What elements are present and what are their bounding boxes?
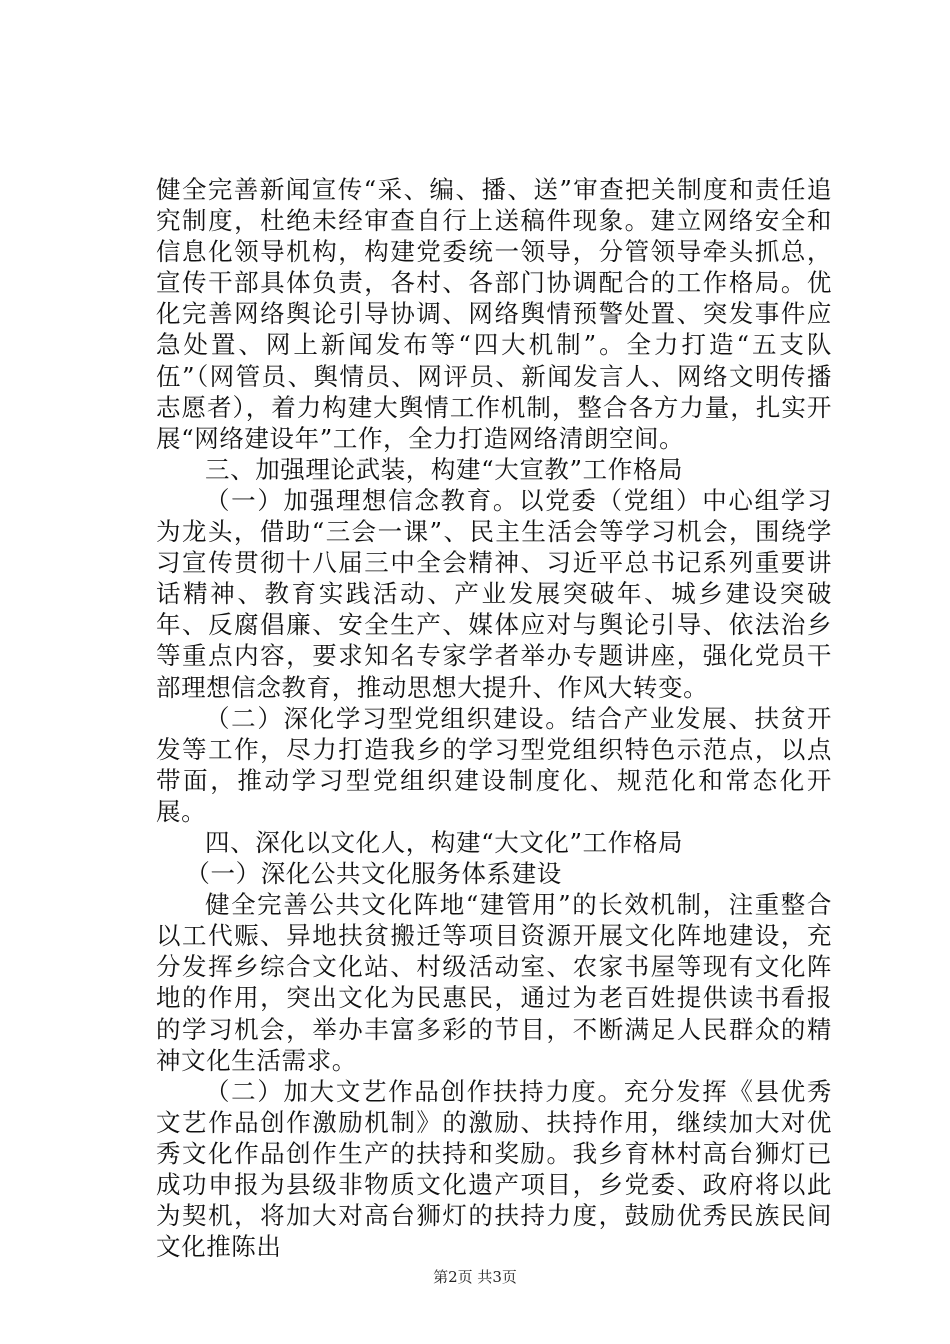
page-number-footer: 第2页 共3页 — [433, 1268, 517, 1286]
paragraph-art-works-support: （二）加大文艺作品创作扶持力度。充分发挥《县优秀文艺作品创作激励机制》的激励、扶持作用，继续加大对优秀文化作品创作生产的扶持和奖励。我乡育林村高台狮灯已成功申报为县级非物质文化遗产项目，乡党委、政府将以此为契机，将加大对高台狮灯的扶持力度，鼓励优秀民族民间文化推陈出 — [156, 1076, 832, 1262]
paragraph-ideal-belief-education: （一）加强理想信念教育。以党委（党组）中心组学习为龙头，借助“三会一课”、民主生活会等学习机会，围绕学习宣传贯彻十八届三中全会精神、习近平总书记系列重要讲话精神、教育实践活动、产业发展突破年、城乡建设突破年、反腐倡廉、安全生产、媒体应对与舆论引导、依法治乡等重点内容，要求知名专家学者举办专题讲座，强化党员干部理想信念教育，推动思想大提升、作风大转变。 — [156, 485, 832, 702]
section-heading-3: 三、加强理论武装，构建“大宣教”工作格局 — [205, 454, 684, 484]
subsection-heading-public-culture: （一）深化公共文化服务体系建设 — [185, 859, 562, 889]
paragraph-public-culture-positions: 健全完善公共文化阵地“建管用”的长效机制，注重整合以工代赈、异地扶贫搬迁等项目资源开展文化阵地建设，充分发挥乡综合文化站、村级活动室、农家书屋等现有文化阵地的作用，突出文化为民惠民，通过为老百姓提供读书看报的学习机会，举办丰富多彩的节目，不断满足人民群众的精神文化生活需求。 — [156, 890, 832, 1075]
paragraph-learning-party-organization: （二）深化学习型党组织建设。结合产业发展、扶贫开发等工作，尽力打造我乡的学习型党组织特色示范点，以点带面，推动学习型党组织建设制度化、规范化和常态化开展。 — [156, 703, 832, 826]
section-heading-4: 四、深化以文化人，构建“大文化”工作格局 — [205, 827, 684, 857]
document-body — [156, 174, 832, 1262]
paragraph-network-mechanism: 健全完善新闻宣传“采、编、播、送”审查把关制度和责任追究制度，杜绝未经审查自行上送稿件现象。建立网络安全和信息化领导机构，构建党委统一领导，分管领导牵头抓总，宣传干部具体负责，各村、各部门协调配合的工作格局。优化完善网络舆论引导协调、网络舆情预警处置、突发事件应急处置、网上新闻发布等“四大机制”。全力打造“五支队伍”（网管员、舆情员、网评员、新闻发言人、网络文明传播志愿者），着力构建大舆情工作机制，整合各方力量，扎实开展“网络建设年”工作，全力打造网络清朗空间。 — [156, 175, 832, 453]
